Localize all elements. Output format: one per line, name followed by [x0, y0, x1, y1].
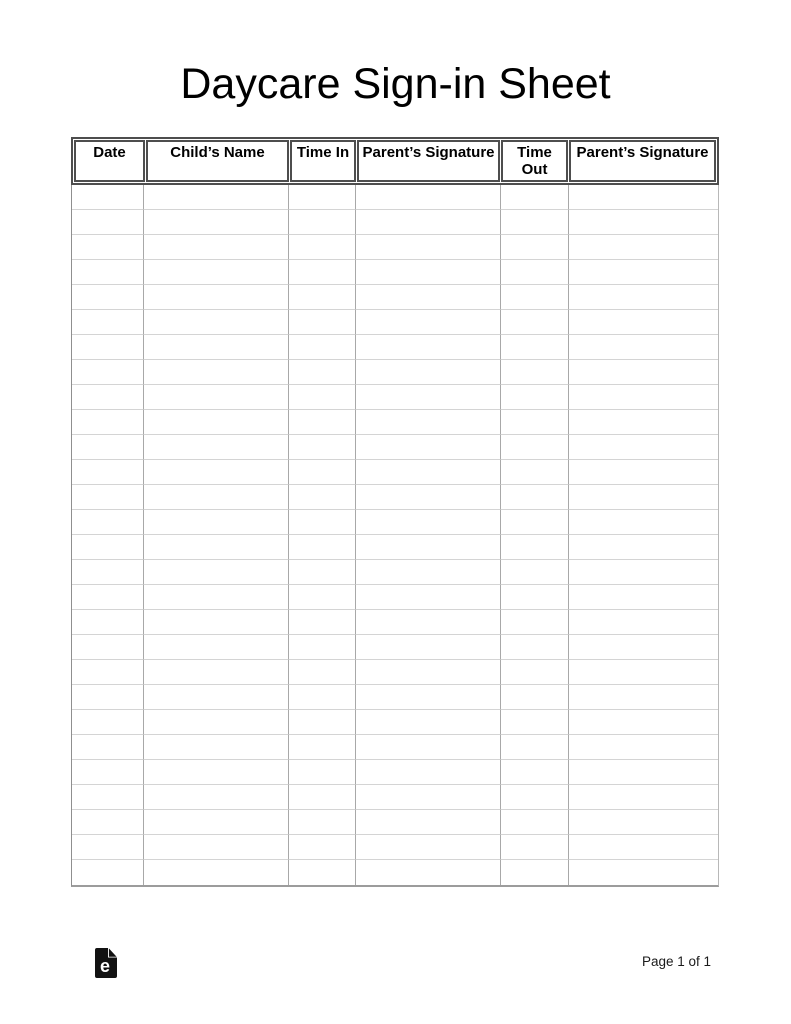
- empty-cell: [569, 835, 718, 860]
- empty-cell: [72, 785, 144, 810]
- empty-cell: [144, 760, 289, 785]
- empty-cell: [356, 285, 501, 310]
- empty-cell: [356, 660, 501, 685]
- empty-cell: [569, 210, 718, 235]
- empty-cell: [289, 460, 356, 485]
- empty-cell: [72, 610, 144, 635]
- empty-cell: [356, 535, 501, 560]
- empty-cell: [569, 685, 718, 710]
- empty-cell: [356, 585, 501, 610]
- empty-cell: [72, 735, 144, 760]
- empty-cell: [289, 510, 356, 535]
- empty-cell: [501, 835, 569, 860]
- empty-cell: [501, 760, 569, 785]
- empty-cell: [569, 435, 718, 460]
- document-page-icon: [95, 948, 117, 978]
- empty-cell: [356, 335, 501, 360]
- empty-cell: [501, 785, 569, 810]
- empty-cell: [72, 360, 144, 385]
- empty-cell: [501, 260, 569, 285]
- empty-cell: [569, 660, 718, 685]
- empty-cell: [72, 810, 144, 835]
- column-header-date: Date: [74, 140, 145, 182]
- empty-cell: [289, 260, 356, 285]
- empty-cell: [501, 560, 569, 585]
- empty-cell: [144, 485, 289, 510]
- empty-cell: [501, 335, 569, 360]
- empty-cell: [72, 485, 144, 510]
- empty-cell: [144, 335, 289, 360]
- empty-cell: [289, 485, 356, 510]
- empty-cell: [289, 635, 356, 660]
- empty-cell: [144, 810, 289, 835]
- empty-cell: [356, 235, 501, 260]
- eforms-logo: [95, 948, 117, 978]
- empty-cell: [72, 535, 144, 560]
- empty-cell: [289, 585, 356, 610]
- empty-cell: [569, 510, 718, 535]
- empty-cell: [569, 485, 718, 510]
- empty-cell: [356, 810, 501, 835]
- sign-in-table: [71, 137, 719, 887]
- empty-cell: [144, 235, 289, 260]
- empty-cell: [569, 860, 718, 885]
- empty-cell: [144, 735, 289, 760]
- empty-cell: [569, 260, 718, 285]
- empty-cell: [72, 685, 144, 710]
- empty-cell: [356, 310, 501, 335]
- empty-cell: [569, 560, 718, 585]
- empty-cell: [289, 385, 356, 410]
- column-header-time-in: Time In: [290, 140, 356, 182]
- empty-cell: [569, 810, 718, 835]
- empty-cell: [144, 685, 289, 710]
- empty-cell: [72, 860, 144, 885]
- empty-cell: [501, 860, 569, 885]
- empty-cell: [356, 385, 501, 410]
- empty-cell: [501, 685, 569, 710]
- empty-cell: [144, 185, 289, 210]
- empty-cell: [356, 260, 501, 285]
- empty-cell: [501, 360, 569, 385]
- empty-cell: [501, 210, 569, 235]
- empty-cell: [144, 610, 289, 635]
- empty-cell: [356, 410, 501, 435]
- empty-cell: [72, 560, 144, 585]
- empty-cell: [569, 185, 718, 210]
- empty-cell: [144, 585, 289, 610]
- empty-cell: [289, 660, 356, 685]
- empty-cell: [501, 485, 569, 510]
- empty-cell: [289, 210, 356, 235]
- empty-cell: [501, 635, 569, 660]
- empty-cell: [569, 235, 718, 260]
- empty-cell: [289, 360, 356, 385]
- empty-cell: [289, 235, 356, 260]
- empty-cell: [289, 310, 356, 335]
- empty-cell: [501, 610, 569, 635]
- empty-cell: [289, 735, 356, 760]
- empty-cell: [569, 310, 718, 335]
- empty-cell: [356, 510, 501, 535]
- empty-cell: [569, 285, 718, 310]
- empty-cell: [569, 585, 718, 610]
- empty-cell: [501, 235, 569, 260]
- empty-cell: [289, 435, 356, 460]
- empty-cell: [144, 360, 289, 385]
- empty-cell: [569, 460, 718, 485]
- empty-cell: [72, 235, 144, 260]
- column-header-parents-signature-in: Parent’s Signature: [357, 140, 500, 182]
- empty-cell: [72, 510, 144, 535]
- empty-cell: [289, 535, 356, 560]
- empty-cell: [144, 560, 289, 585]
- empty-cell: [356, 710, 501, 735]
- empty-cell: [144, 285, 289, 310]
- empty-cell: [144, 785, 289, 810]
- empty-cell: [569, 735, 718, 760]
- empty-cell: [356, 635, 501, 660]
- empty-cell: [569, 410, 718, 435]
- empty-cell: [144, 435, 289, 460]
- empty-cell: [501, 385, 569, 410]
- empty-cell: [144, 535, 289, 560]
- empty-cell: [356, 560, 501, 585]
- empty-cell: [72, 335, 144, 360]
- empty-cell: [289, 285, 356, 310]
- empty-cell: [144, 635, 289, 660]
- empty-cell: [501, 810, 569, 835]
- empty-cell: [501, 460, 569, 485]
- page-title: Daycare Sign-in Sheet: [180, 60, 611, 108]
- logo-letter: e: [99, 956, 111, 976]
- empty-cell: [569, 635, 718, 660]
- empty-cell: [501, 735, 569, 760]
- empty-cell: [72, 760, 144, 785]
- empty-cell: [72, 410, 144, 435]
- empty-cell: [569, 710, 718, 735]
- empty-cell: [72, 435, 144, 460]
- empty-cell: [72, 210, 144, 235]
- empty-cell: [356, 860, 501, 885]
- empty-cell: [356, 685, 501, 710]
- empty-cell: [144, 510, 289, 535]
- empty-cell: [356, 485, 501, 510]
- empty-cell: [144, 710, 289, 735]
- empty-cell: [144, 210, 289, 235]
- empty-cell: [569, 360, 718, 385]
- empty-cell: [289, 560, 356, 585]
- empty-cell: [144, 260, 289, 285]
- empty-cell: [501, 410, 569, 435]
- empty-cell: [72, 710, 144, 735]
- empty-cell: [72, 660, 144, 685]
- empty-cell: [356, 735, 501, 760]
- empty-cell: [289, 835, 356, 860]
- empty-cell: [289, 785, 356, 810]
- empty-cell: [501, 435, 569, 460]
- empty-cell: [569, 385, 718, 410]
- empty-cell: [356, 460, 501, 485]
- empty-cell: [356, 210, 501, 235]
- empty-cell: [72, 585, 144, 610]
- empty-cell: [72, 310, 144, 335]
- empty-cell: [289, 710, 356, 735]
- empty-cell: [289, 860, 356, 885]
- empty-cell: [501, 710, 569, 735]
- empty-cell: [569, 785, 718, 810]
- empty-cell: [501, 585, 569, 610]
- empty-cell: [569, 535, 718, 560]
- empty-cell: [569, 610, 718, 635]
- empty-cell: [356, 835, 501, 860]
- empty-cell: [356, 360, 501, 385]
- empty-cell: [289, 410, 356, 435]
- empty-cell: [144, 860, 289, 885]
- empty-cell: [72, 285, 144, 310]
- empty-cell: [356, 185, 501, 210]
- empty-cell: [72, 385, 144, 410]
- empty-cell: [569, 760, 718, 785]
- empty-cell: [144, 385, 289, 410]
- empty-cell: [356, 435, 501, 460]
- empty-cell: [501, 285, 569, 310]
- empty-cell: [356, 610, 501, 635]
- empty-cell: [501, 535, 569, 560]
- column-header-childs-name: Child’s Name: [146, 140, 289, 182]
- column-header-parents-signature-out: Parent’s Signature: [569, 140, 716, 182]
- empty-cell: [72, 260, 144, 285]
- empty-cell: [144, 310, 289, 335]
- empty-cell: [501, 310, 569, 335]
- empty-cell: [356, 760, 501, 785]
- empty-cell: [144, 460, 289, 485]
- empty-cell: [289, 760, 356, 785]
- empty-cell: [356, 785, 501, 810]
- empty-cell: [72, 635, 144, 660]
- empty-cell: [289, 335, 356, 360]
- empty-cell: [569, 335, 718, 360]
- empty-cell: [144, 660, 289, 685]
- empty-cell: [501, 185, 569, 210]
- empty-cell: [72, 185, 144, 210]
- column-header-time-out: Time Out: [501, 140, 568, 182]
- empty-cell: [501, 660, 569, 685]
- empty-cell: [72, 835, 144, 860]
- page-number-label: Page 1 of 1: [641, 954, 711, 969]
- empty-cell: [144, 835, 289, 860]
- empty-cell: [144, 410, 289, 435]
- table-body: [71, 185, 719, 887]
- empty-cell: [501, 510, 569, 535]
- empty-cell: [289, 685, 356, 710]
- empty-cell: [72, 460, 144, 485]
- table-header-row: [71, 137, 719, 185]
- empty-cell: [289, 810, 356, 835]
- empty-cell: [289, 610, 356, 635]
- empty-cell: [289, 185, 356, 210]
